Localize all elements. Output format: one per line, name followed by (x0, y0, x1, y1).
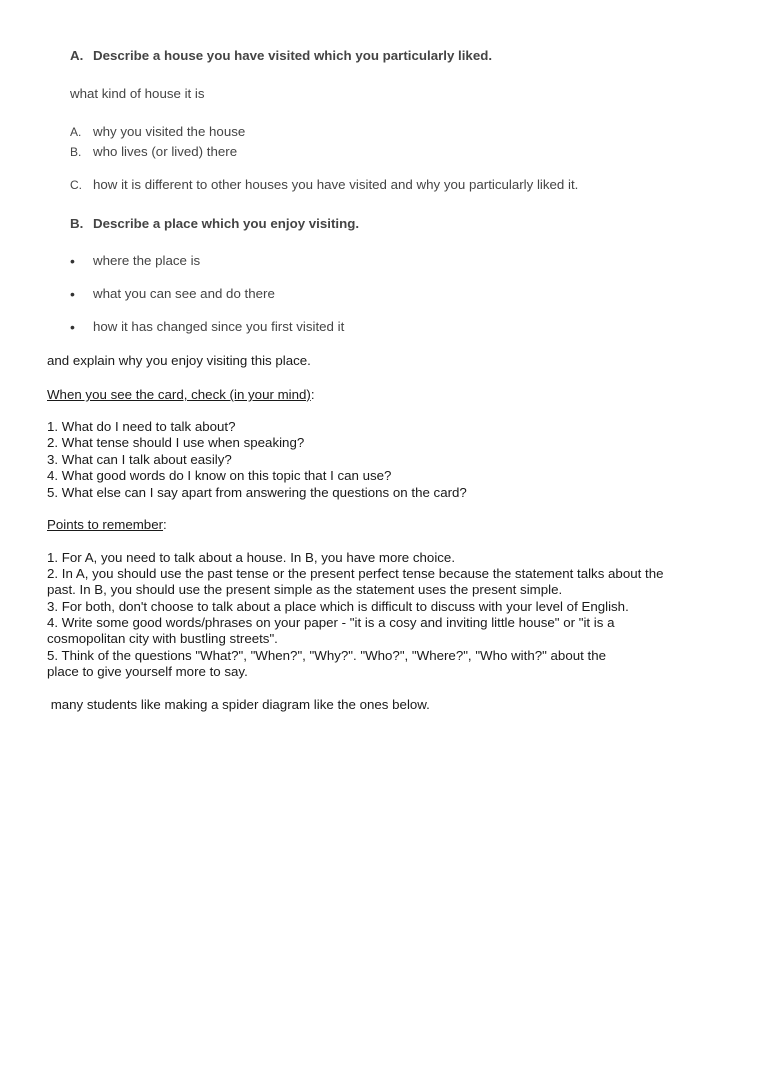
section-a-heading: Describe a house you have visited which you particularly liked. (93, 48, 493, 63)
footer-note: many students like making a spider diagram like the ones below. (47, 697, 430, 712)
check-item: 2. What tense should I use when speaking? (47, 435, 305, 450)
bullet-icon: • (70, 319, 75, 335)
check-heading-line (47, 387, 315, 403)
points-line: 4. Write some good words/phrases on your paper - "it is a cosy and inviting little house" or "it is a (47, 615, 615, 630)
points-line: 1. For A, you need to talk about a house. In B, you have more choice. (47, 550, 456, 565)
points-line: place to give yourself more to say. (47, 664, 248, 679)
section-a-intro: what kind of house it is (70, 86, 205, 101)
section-b-marker: B. (70, 216, 84, 231)
section-b-closing: and explain why you enjoy visiting this place. (47, 353, 311, 368)
points-line: past. In B, you should use the present simple as the statement uses the present simple. (47, 582, 563, 597)
section-a-item: who lives (or lived) there (93, 144, 238, 159)
points-line: 2. In A, you should use the past tense or the present perfect tense because the statement talks about the (47, 566, 664, 581)
points-heading: Points to remember (47, 517, 164, 532)
section-a-item-marker: B. (70, 145, 82, 159)
section-b-bullet: what you can see and do there (93, 286, 275, 301)
check-item: 4. What good words do I know on this topic that I can use? (47, 468, 392, 483)
points-line: cosmopolitan city with bustling streets". (47, 631, 278, 646)
check-item: 5. What else can I say apart from answering the questions on the card? (47, 485, 467, 500)
section-b-bullet: where the place is (93, 253, 201, 268)
check-item: 1. What do I need to talk about? (47, 419, 236, 434)
check-item: 3. What can I talk about easily? (47, 452, 232, 467)
check-heading: When you see the card, check (in your mind) (47, 387, 311, 402)
section-a-item: why you visited the house (93, 124, 246, 139)
section-a-item-marker: A. (70, 125, 82, 139)
points-line: 5. Think of the questions "What?", "When?", "Why?". "Who?", "Where?", "Who with?" about the (47, 648, 606, 663)
section-a-item: how it is different to other houses you have visited and why you particularly liked it. (93, 177, 579, 192)
section-b-heading: Describe a place which you enjoy visiting. (93, 216, 360, 231)
bullet-icon: • (70, 253, 75, 269)
section-b-bullet: how it has changed since you first visited it (93, 319, 345, 334)
points-line: 3. For both, don't choose to talk about a place which is difficult to discuss with your level of English. (47, 599, 629, 614)
bullet-icon: • (70, 286, 75, 302)
points-heading-line (47, 517, 167, 533)
section-a-marker: A. (70, 48, 84, 63)
points-heading-colon: : (163, 517, 167, 532)
check-heading-colon: : (310, 387, 315, 402)
section-a-item-marker: C. (70, 178, 82, 192)
